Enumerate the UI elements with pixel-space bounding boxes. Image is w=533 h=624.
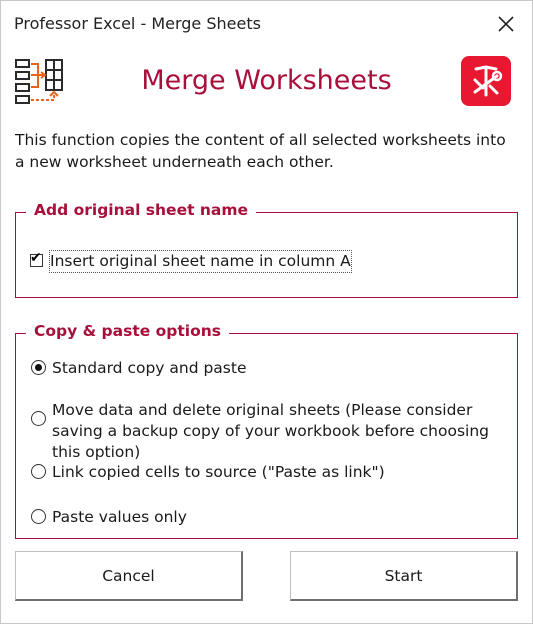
start-button[interactable]: Start (290, 551, 518, 601)
sheet-name-group (15, 201, 518, 298)
description-text: This function copies the content of all selected worksheets into a new worksheet underneath each other. (15, 131, 506, 171)
dialog-heading: Merge Worksheets (141, 65, 392, 96)
insert-sheet-name-checkbox[interactable] (30, 251, 351, 272)
radio-standard-copy-label[interactable]: Standard copy and paste (52, 359, 247, 377)
radio-link-cells-label[interactable]: Link copied cells to source ("Paste as link") (52, 463, 385, 481)
title-bar (1, 1, 532, 47)
radio-button-selected[interactable] (31, 360, 46, 375)
checkbox-box[interactable] (30, 250, 43, 267)
radio-button[interactable] (31, 509, 46, 524)
radio-button[interactable] (31, 464, 46, 479)
radio-move-data-label[interactable]: Move data and delete original sheets (Please consider saving a backup copy of your workbook before choosing this option) (52, 401, 489, 461)
close-button[interactable] (490, 9, 522, 39)
cancel-button[interactable]: Cancel (15, 551, 243, 601)
radio-paste-values[interactable] (31, 507, 501, 528)
sheet-name-group-legend: Add original sheet name (26, 201, 256, 219)
insert-sheet-name-label[interactable]: Insert original sheet name in column A (50, 252, 351, 270)
window-title: Professor Excel - Merge Sheets (14, 14, 261, 33)
copy-paste-options-legend: Copy & paste options (26, 322, 229, 340)
copy-paste-options-group (15, 322, 518, 539)
radio-button[interactable] (31, 411, 46, 426)
close-icon (497, 15, 515, 33)
radio-move-data[interactable] (31, 400, 511, 463)
radio-paste-values-label[interactable]: Paste values only (52, 508, 187, 526)
professor-excel-tools-icon (461, 56, 511, 106)
checkmark-icon: ✔ (30, 250, 42, 266)
radio-standard-copy[interactable] (31, 358, 501, 379)
radio-link-cells[interactable] (31, 462, 501, 483)
